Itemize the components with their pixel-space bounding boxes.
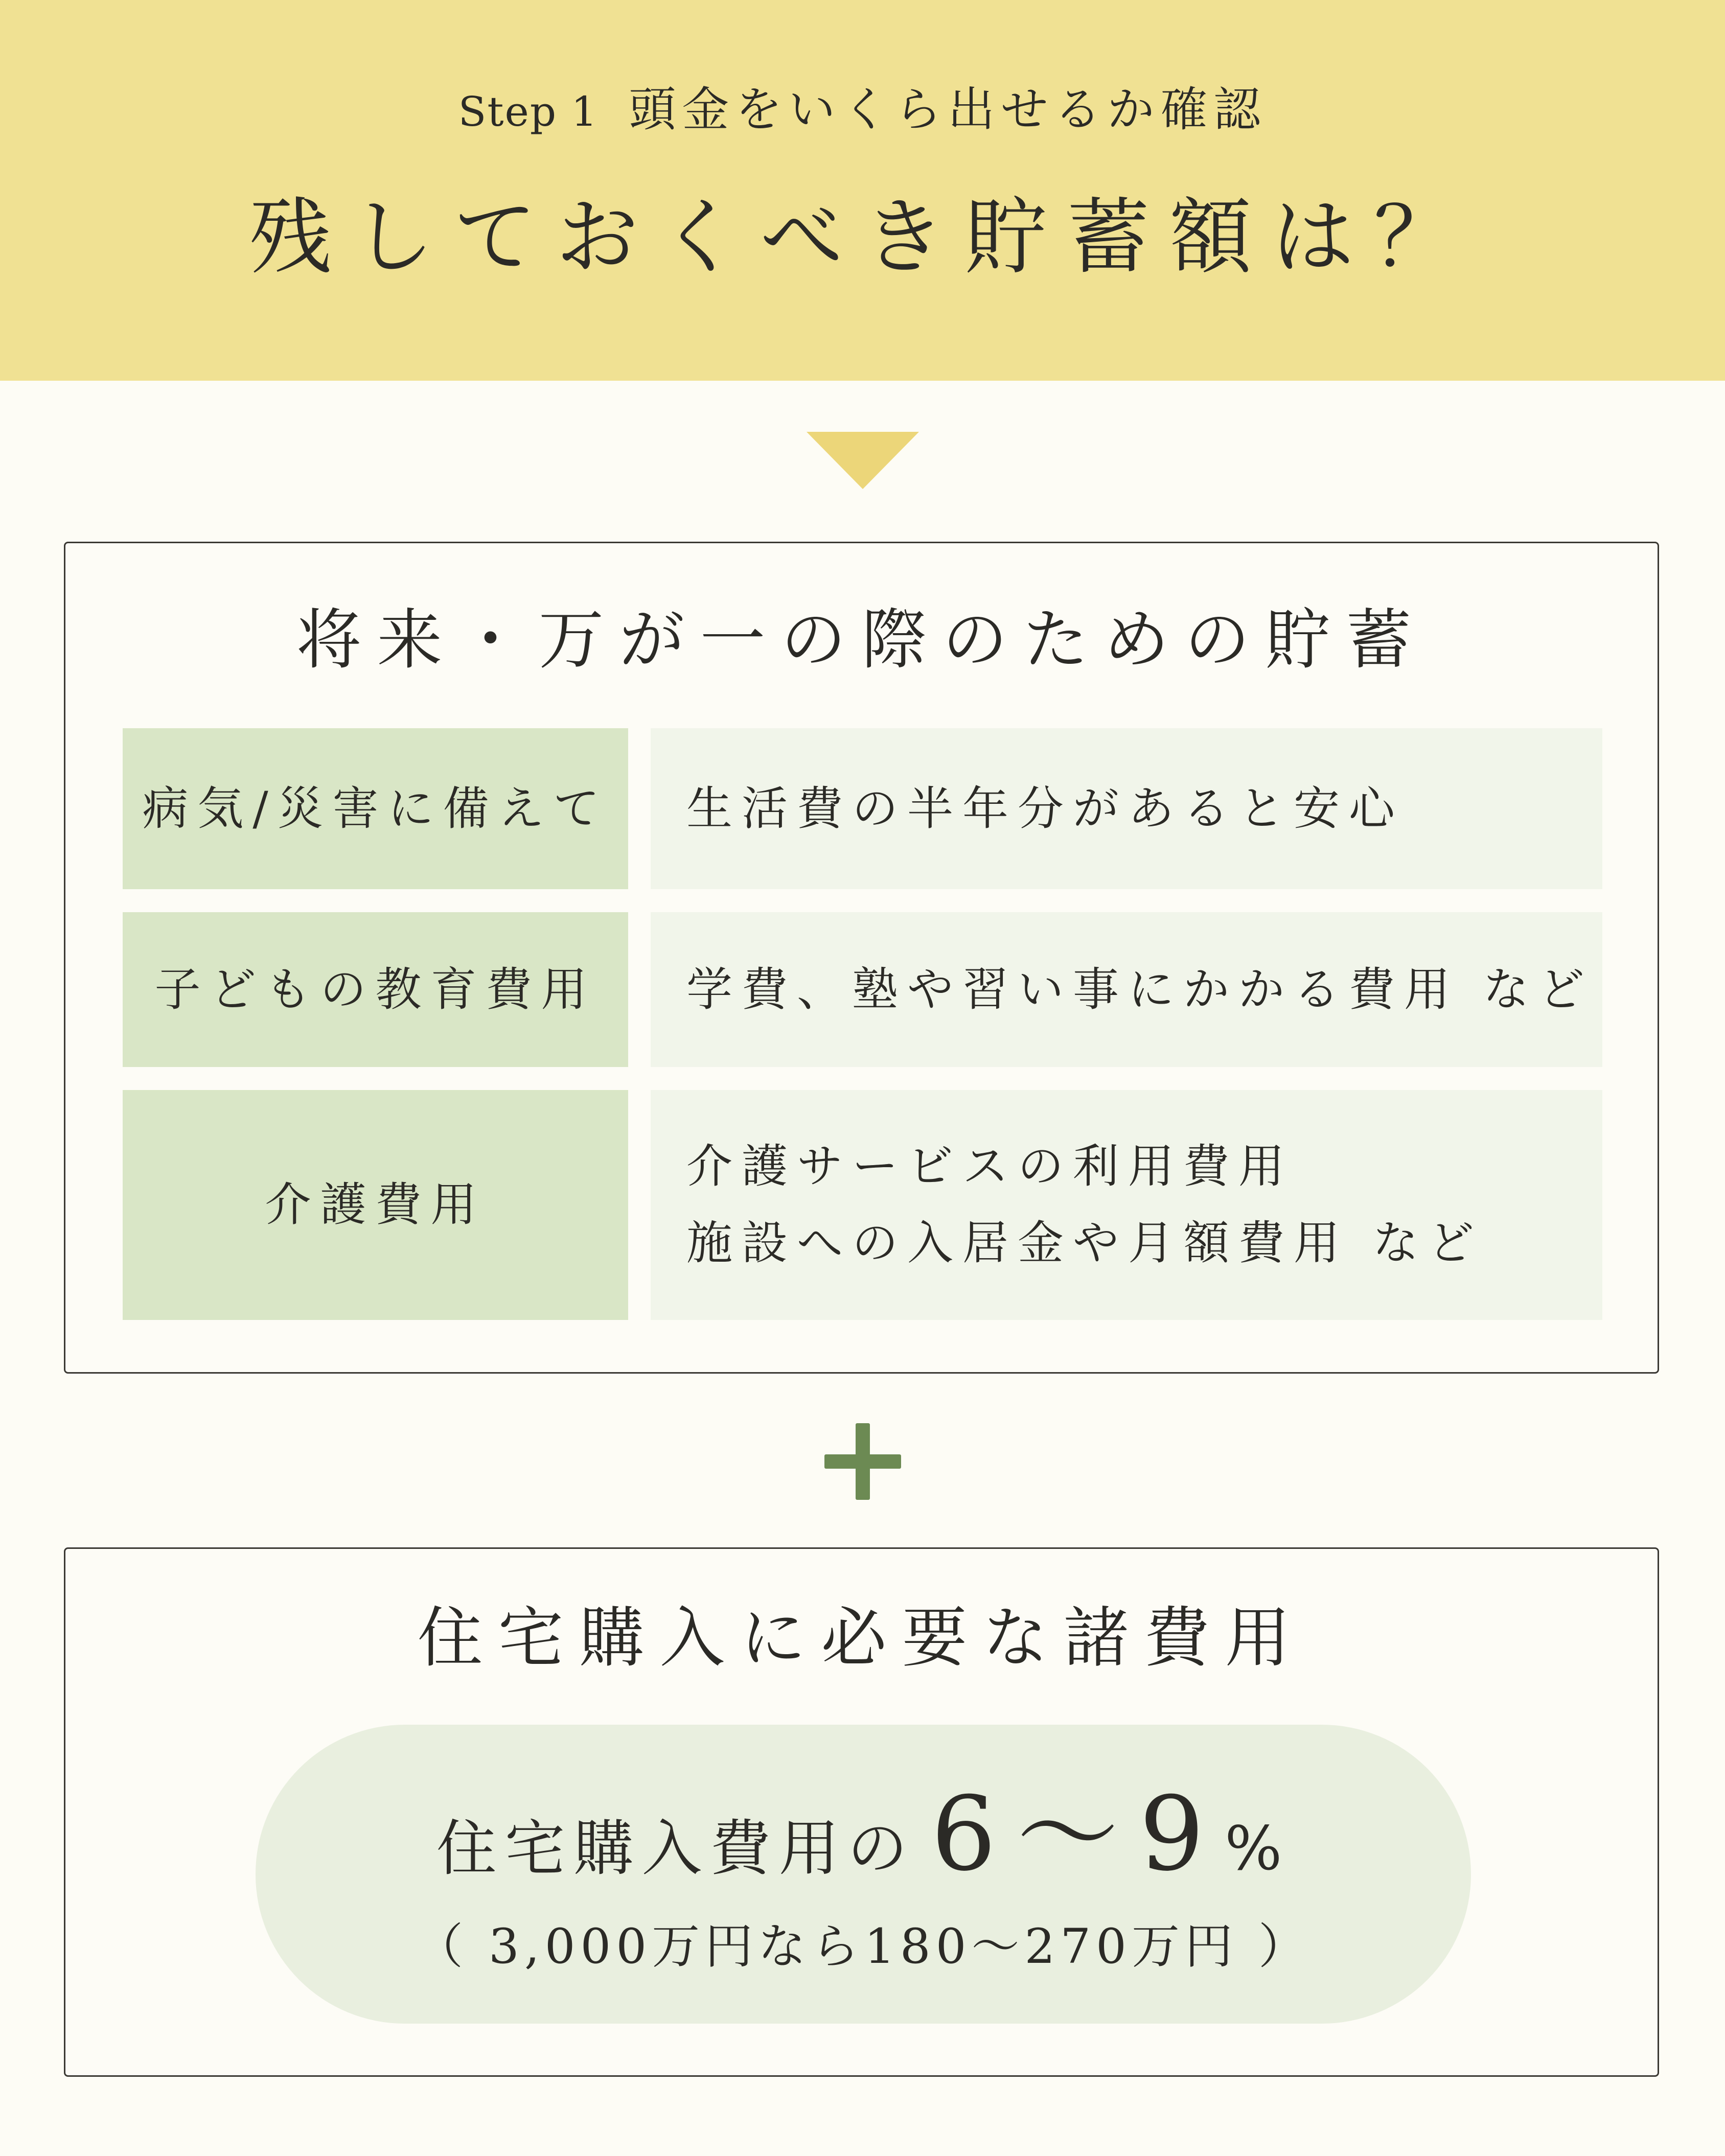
- row-label-text: 子どもの教育費用: [154, 962, 596, 1016]
- row-label-nursing-care: [123, 1090, 628, 1320]
- cost-ratio-prefix: 住宅購入費用の: [436, 1813, 916, 1884]
- cost-ratio-main: [256, 1775, 1471, 1899]
- cost-ratio-unit: %: [1225, 1813, 1291, 1884]
- row-label-text: 病気/災害に備えて: [142, 781, 609, 836]
- cost-ratio-range: 6〜9: [931, 1775, 1225, 1894]
- step-label: Step 1: [458, 88, 599, 135]
- row-value-line: 介護サービスの利用費用: [686, 1140, 1294, 1193]
- plus-icon: [824, 1423, 901, 1500]
- step-text: 頭金をいくら出せるか確認: [629, 82, 1267, 137]
- costs-box-title: 住宅購入に必要な諸費用: [417, 1600, 1306, 1676]
- step-subtitle: [0, 82, 1725, 140]
- row-value-line: 生活費の半年分があると安心: [686, 781, 1404, 836]
- page-title: 残しておくべき貯蓄額は？: [249, 190, 1476, 286]
- header-banner: [0, 0, 1725, 381]
- row-value-nursing-care: [651, 1090, 1602, 1320]
- row-value-illness: [651, 728, 1602, 889]
- row-value-line: 学費、塾や習い事にかかる費用 など: [686, 962, 1594, 1016]
- triangle-down-icon: [807, 432, 919, 489]
- row-label-text: 介護費用: [265, 1178, 486, 1232]
- savings-box-title: 将来・万が一の際のための貯蓄: [296, 602, 1427, 678]
- row-value-line: 施設への入居金や月額費用 など: [686, 1216, 1483, 1270]
- row-value-education: [651, 912, 1602, 1067]
- row-label-education: [123, 912, 628, 1067]
- cost-ratio-pill: [256, 1725, 1471, 2024]
- row-label-illness: [123, 728, 628, 889]
- cost-ratio-example: （ 3,000万円なら180〜270万円 ）: [415, 1919, 1312, 1975]
